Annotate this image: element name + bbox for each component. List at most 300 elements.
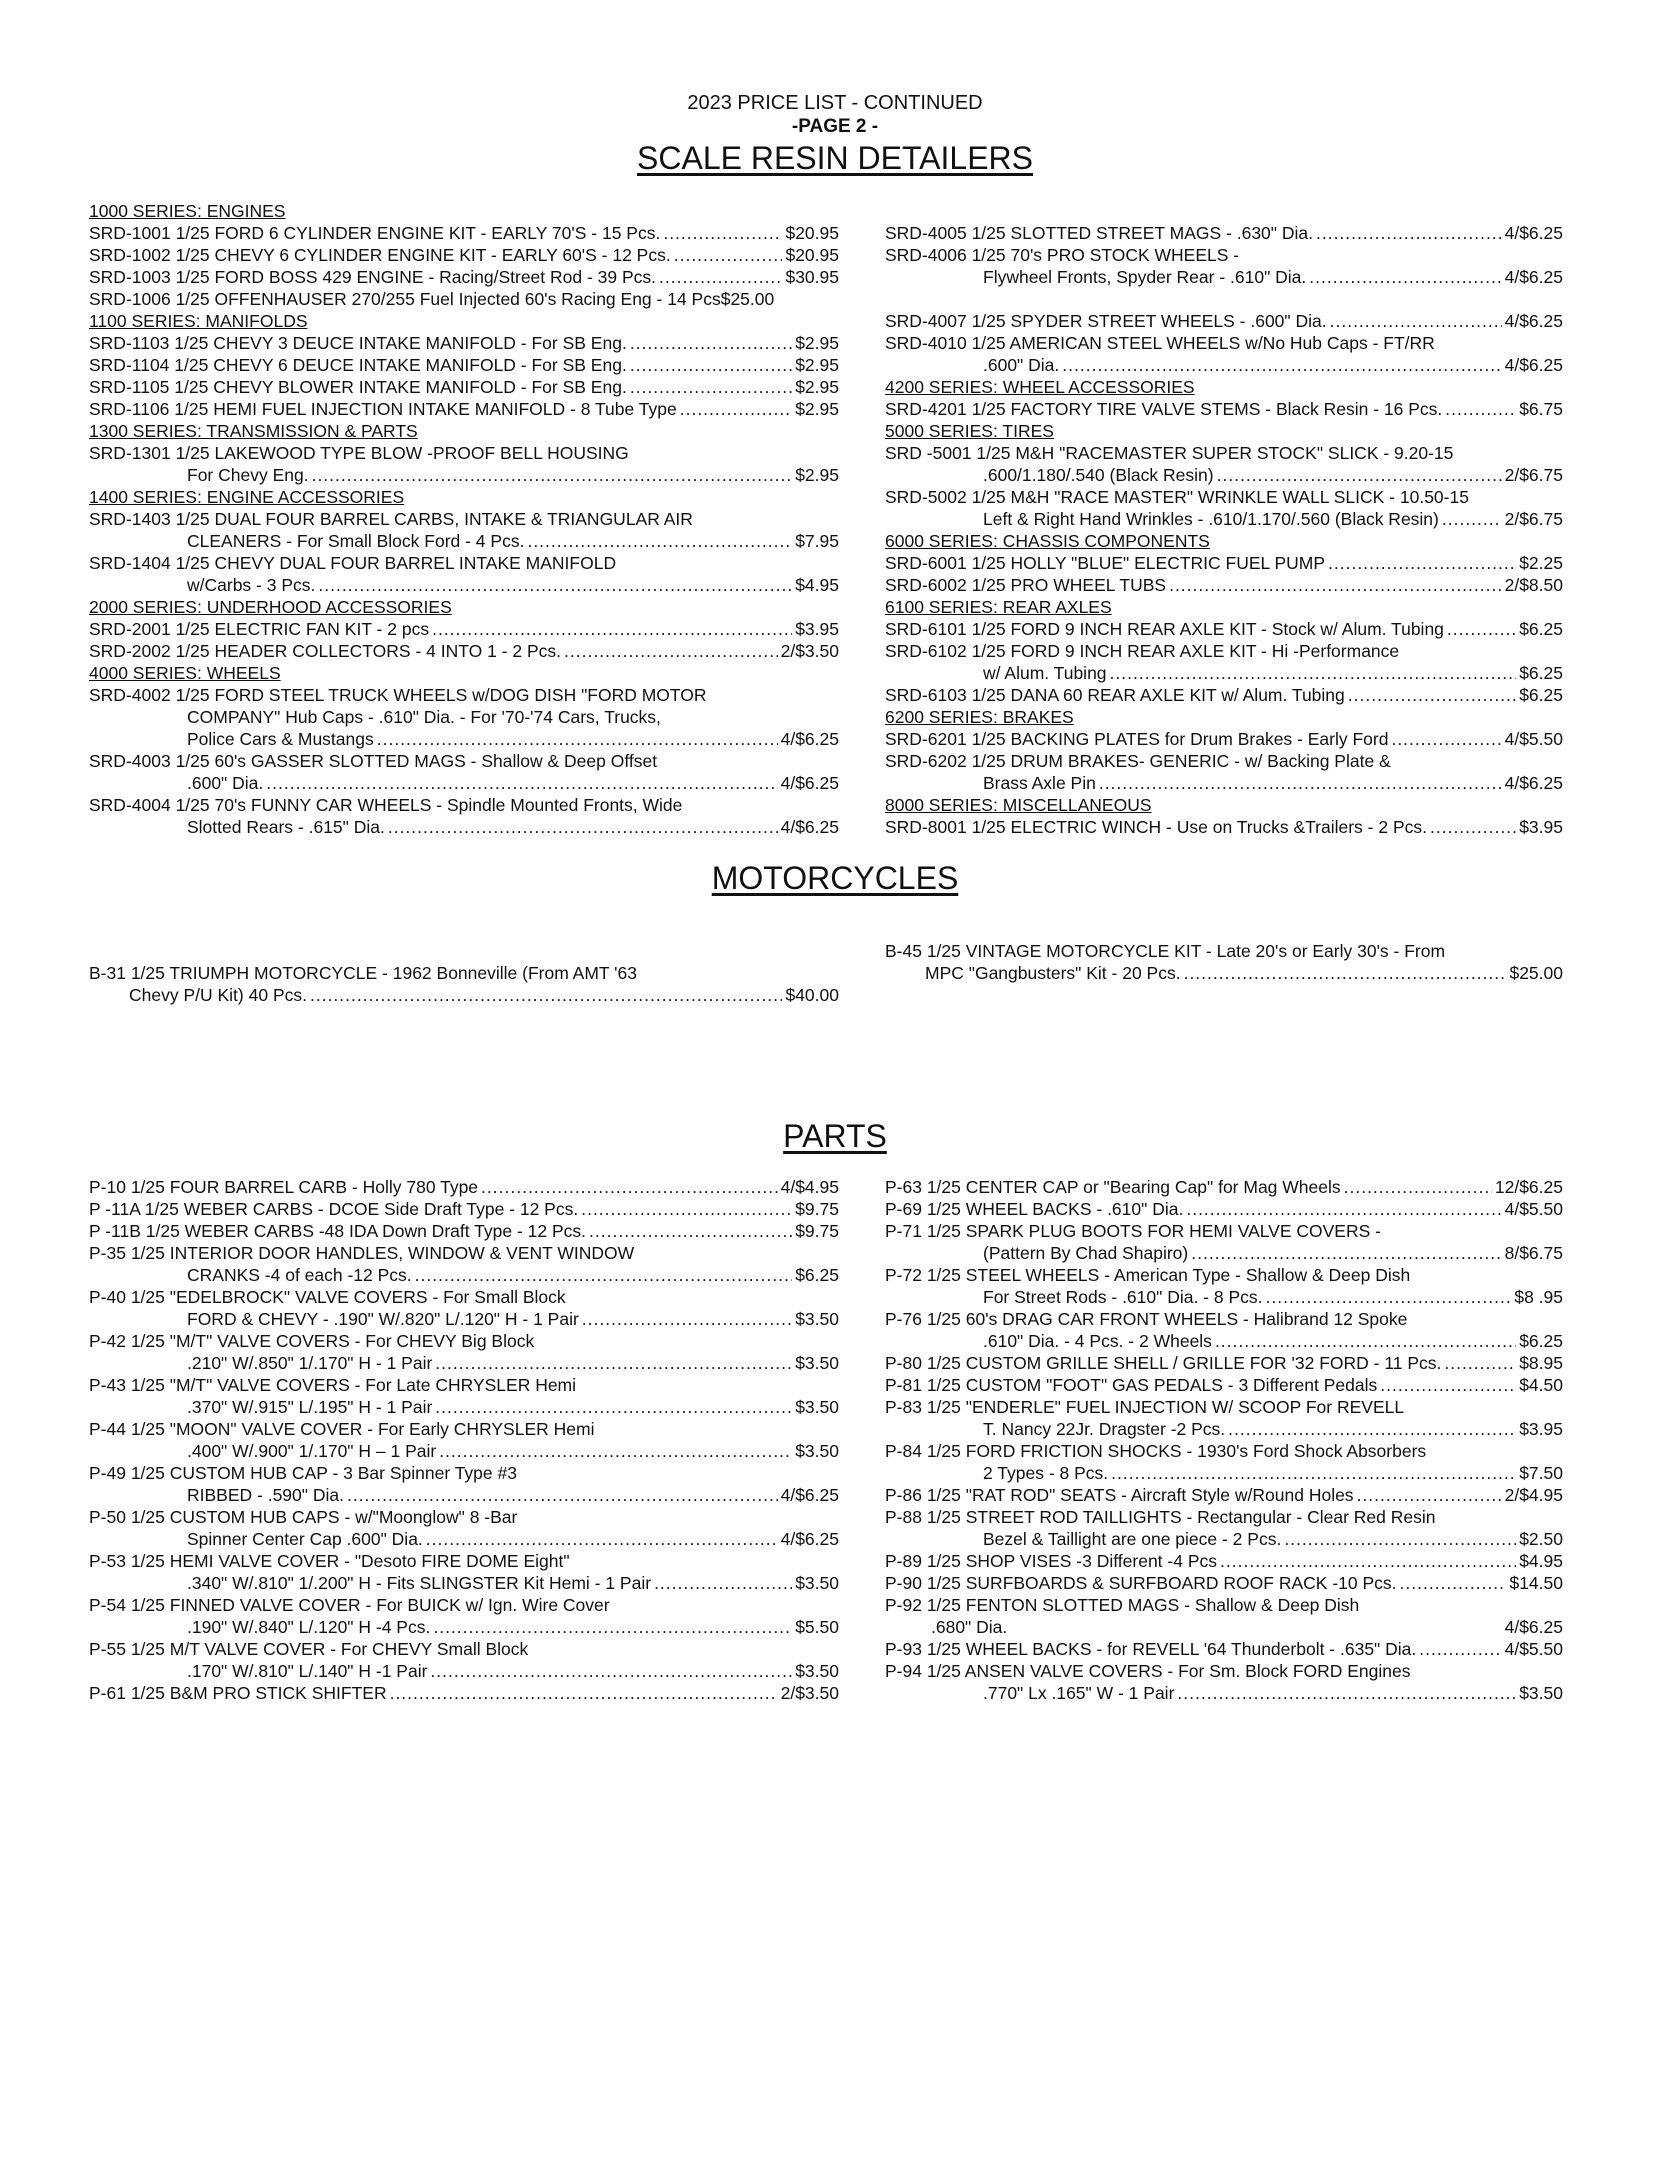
item-price: $7.95	[795, 531, 839, 551]
dot-leader	[1191, 1242, 1501, 1264]
item-price: $9.75	[795, 1221, 839, 1241]
item-description: SRD-4010 1/25 AMERICAN STEEL WHEELS w/No Hub Caps - FT/RR	[885, 333, 1435, 353]
item-price: $6.25	[1519, 619, 1563, 639]
dot-leader	[1400, 1572, 1507, 1594]
item-description: P -11B 1/25 WEBER CARBS -48 IDA Down Draft Type - 12 Pcs.	[89, 1221, 587, 1241]
dot-leader	[654, 1572, 792, 1594]
dot-leader	[1419, 1638, 1501, 1660]
dot-leader	[1215, 1330, 1516, 1352]
price-line	[89, 1660, 839, 1682]
item-description: 2 Types - 8 Pcs.	[983, 1463, 1109, 1483]
section-title-parts: PARTS	[783, 1118, 887, 1154]
dot-leader	[432, 618, 792, 640]
item-price: $3.50	[795, 1353, 839, 1373]
item-description: SRD-8001 1/25 ELECTRIC WINCH - Use on Trucks &Trailers - 2 Pcs.	[885, 817, 1427, 837]
srd-right-column	[885, 222, 1563, 838]
dot-leader	[415, 1264, 793, 1286]
price-line	[885, 1374, 1563, 1396]
price-line	[885, 816, 1563, 838]
item-description: SRD-5002 1/25 M&H "RACE MASTER" WRINKLE WALL SLICK - 10.50-15	[885, 487, 1469, 507]
item-price: 4/$5.50	[1504, 1639, 1563, 1659]
item-description: P-80 1/25 CUSTOM GRILLE SHELL / GRILLE FOR '32 FORD - 11 Pcs.	[885, 1353, 1442, 1373]
price-line	[885, 266, 1563, 288]
item-description: P-81 1/25 CUSTOM "FOOT" GAS PEDALS - 3 Different Pedals	[885, 1375, 1378, 1395]
item-description: Flywheel Fronts, Spyder Rear - .610" Dia.	[983, 267, 1307, 287]
item-description: .370" W/.915" L/.195" H - 1 Pair	[187, 1397, 433, 1417]
item-price: 4/$6.25	[780, 773, 839, 793]
dot-leader	[481, 1176, 778, 1198]
dot-leader	[439, 1440, 792, 1462]
price-line	[89, 574, 839, 596]
dot-leader	[347, 1484, 778, 1506]
item-price: 4/$6.25	[1504, 773, 1563, 793]
item-price: $30.95	[785, 267, 839, 287]
dot-leader	[310, 984, 782, 1006]
item-description: CRANKS -4 of each -12 Pcs.	[187, 1265, 412, 1285]
price-line	[89, 530, 839, 552]
item-description: P-63 1/25 CENTER CAP or "Bearing Cap" for Mag Wheels	[885, 1177, 1341, 1197]
price-line	[89, 728, 839, 750]
item-description: B-45 1/25 VINTAGE MOTORCYCLE KIT - Late 20's or Early 30's - From	[885, 941, 1446, 961]
item-price: 2/$3.50	[780, 1683, 839, 1703]
item-description: P-54 1/25 FINNED VALVE COVER - For BUICK w/ Ign. Wire Cover	[89, 1595, 610, 1615]
item-price: $2.95	[795, 399, 839, 419]
price-line	[885, 1462, 1563, 1484]
item-description: P-90 1/25 SURFBOARDS & SURFBOARD ROOF RACK -10 Pcs.	[885, 1573, 1397, 1593]
price-line	[89, 1308, 839, 1330]
dot-leader	[390, 1682, 778, 1704]
dot-leader	[581, 1198, 792, 1220]
item-description: SRD-4002 1/25 FORD STEEL TRUCK WHEELS w/DOG DISH "FORD MOTOR	[89, 685, 707, 705]
series-heading: 1100 SERIES: MANIFOLDS	[89, 311, 308, 331]
item-description: Slotted Rears - .615" Dia.	[187, 817, 385, 837]
item-price: 4/$6.25	[1504, 223, 1563, 243]
item-price: 4/$6.25	[780, 729, 839, 749]
item-description: .600/1.180/.540 (Black Resin)	[983, 465, 1214, 485]
series-heading: 4200 SERIES: WHEEL ACCESSORIES	[885, 377, 1195, 397]
item-description: FORD & CHEVY - .190" W/.820" L/.120" H - 1 Pair	[187, 1309, 579, 1329]
series-heading: 4000 SERIES: WHEELS	[89, 663, 281, 683]
price-line	[885, 1352, 1563, 1374]
item-description: SRD-1006 1/25 OFFENHAUSER 270/255 Fuel Injected 60's Racing Eng - 14 Pcs$25.00	[89, 289, 775, 309]
dot-leader	[435, 1352, 792, 1374]
item-description: SRD-1002 1/25 CHEVY 6 CYLINDER ENGINE KIT - EARLY 60'S - 12 Pcs.	[89, 245, 671, 265]
item-description: P-71 1/25 SPARK PLUG BOOTS FOR HEMI VALVE COVERS -	[885, 1221, 1381, 1241]
item-price: 2/$6.75	[1504, 509, 1563, 529]
item-price: $6.25	[1519, 685, 1563, 705]
item-description: SRD-6002 1/25 PRO WHEEL TUBS	[885, 575, 1167, 595]
item-description: .210" W/.850" 1/.170" H - 1 Pair	[187, 1353, 433, 1373]
item-price: $3.50	[795, 1397, 839, 1417]
item-description: .610" Dia. - 4 Pcs. - 2 Wheels	[983, 1331, 1212, 1351]
price-line	[885, 1616, 1563, 1638]
section-title-scale-resin-detailers: SCALE RESIN DETAILERS	[637, 140, 1033, 176]
price-line	[885, 574, 1563, 596]
item-description: .600" Dia.	[187, 773, 264, 793]
dot-leader	[1228, 1418, 1516, 1440]
dot-leader	[674, 244, 783, 266]
item-description: SRD-1105 1/25 CHEVY BLOWER INTAKE MANIFOLD - For SB Eng.	[89, 377, 627, 397]
dot-leader	[377, 728, 778, 750]
price-line	[89, 354, 839, 376]
price-line	[89, 244, 839, 266]
series-heading: 1400 SERIES: ENGINE ACCESSORIES	[89, 487, 405, 507]
item-price: 4/$6.25	[1504, 355, 1563, 375]
price-line	[89, 1220, 839, 1242]
dot-leader	[435, 1396, 792, 1418]
item-description: P-10 1/25 FOUR BARREL CARB - Holly 780 Type	[89, 1177, 479, 1197]
item-price: 2/$8.50	[1504, 575, 1563, 595]
item-description: SRD-6202 1/25 DRUM BRAKES- GENERIC - w/ Backing Plate &	[885, 751, 1391, 771]
item-description: .170" W/.810" L/.140" H -1 Pair	[187, 1661, 428, 1681]
item-description: COMPANY" Hub Caps - .610" Dia. - For '70-'74 Cars, Trucks,	[187, 707, 661, 727]
item-price: $2.95	[795, 333, 839, 353]
item-description: .770" Lx .165" W - 1 Pair	[983, 1683, 1175, 1703]
dot-leader	[663, 222, 782, 244]
series-heading: 1000 SERIES: ENGINES	[89, 201, 286, 221]
dot-leader	[630, 354, 792, 376]
item-description: (Pattern By Chad Shapiro)	[983, 1243, 1189, 1263]
price-line	[89, 1682, 839, 1704]
item-price: $2.95	[795, 355, 839, 375]
item-price: $8.95	[1519, 1353, 1563, 1373]
series-heading: 6100 SERIES: REAR AXLES	[885, 597, 1112, 617]
item-description: P-49 1/25 CUSTOM HUB CAP - 3 Bar Spinner Type #3	[89, 1463, 517, 1483]
item-price: 4/$4.95	[780, 1177, 839, 1197]
dot-leader	[1344, 1176, 1492, 1198]
price-line	[89, 464, 839, 486]
item-price: $25.00	[1509, 963, 1563, 983]
item-description: Spinner Center Cap .600" Dia.	[187, 1529, 423, 1549]
dot-leader	[1444, 1352, 1516, 1374]
dot-leader	[1380, 1374, 1516, 1396]
price-line	[89, 398, 839, 420]
item-price: $2.50	[1519, 1529, 1563, 1549]
price-line	[885, 1550, 1563, 1572]
item-price: 2/$3.50	[780, 641, 839, 661]
price-line	[89, 1572, 839, 1594]
item-description: SRD-6103 1/25 DANA 60 REAR AXLE KIT w/ Alum. Tubing	[885, 685, 1345, 705]
price-line	[885, 1572, 1563, 1594]
price-line	[885, 1330, 1563, 1352]
item-price: $2.25	[1519, 553, 1563, 573]
item-price: $3.95	[795, 619, 839, 639]
dot-leader	[1217, 464, 1502, 486]
dot-leader	[1062, 354, 1501, 376]
item-description: P-94 1/25 ANSEN VALVE COVERS - For Sm. Block FORD Engines	[885, 1661, 1411, 1681]
item-description: SRD-4003 1/25 60's GASSER SLOTTED MAGS - Shallow & Deep Offset	[89, 751, 658, 771]
item-description: P-55 1/25 M/T VALVE COVER - For CHEVY Small Block	[89, 1639, 529, 1659]
item-description: .190" W/.840" L/.120" H -4 Pcs.	[187, 1617, 431, 1637]
price-line	[885, 354, 1563, 376]
item-price: $6.75	[1519, 399, 1563, 419]
item-description: .400" W/.900" 1/.170" H – 1 Pair	[187, 1441, 437, 1461]
item-price: $14.50	[1509, 1573, 1563, 1593]
price-line	[885, 552, 1563, 574]
dot-leader	[1177, 1682, 1516, 1704]
dot-leader	[1328, 552, 1516, 574]
item-description: Bezel & Taillight are one piece - 2 Pcs.	[983, 1529, 1282, 1549]
price-line	[885, 1198, 1563, 1220]
parts-right-column	[885, 1176, 1563, 1704]
dot-leader	[1348, 684, 1516, 706]
item-description: SRD-1001 1/25 FORD 6 CYLINDER ENGINE KIT - EARLY 70'S - 15 Pcs.	[89, 223, 661, 243]
item-price: $8 .95	[1514, 1287, 1563, 1307]
price-line	[89, 984, 839, 1006]
price-line	[885, 1418, 1563, 1440]
page-number: -PAGE 2 -	[791, 116, 879, 137]
price-line	[885, 310, 1563, 332]
price-line	[89, 1440, 839, 1462]
dot-leader	[1169, 574, 1502, 596]
item-description: SRD-4006 1/25 70's PRO STOCK WHEELS -	[885, 245, 1240, 265]
item-description: SRD-2001 1/25 ELECTRIC FAN KIT - 2 pcs	[89, 619, 430, 639]
price-line	[885, 772, 1563, 794]
dot-leader	[589, 1220, 792, 1242]
item-description: SRD -5001 1/25 M&H "RACEMASTER SUPER STOCK" SLICK - 9.20-15	[885, 443, 1454, 463]
item-description: CLEANERS - For Small Block Ford - 4 Pcs.	[187, 531, 525, 551]
price-line	[89, 1484, 839, 1506]
dot-leader	[318, 574, 792, 596]
item-price: 2/$4.95	[1504, 1485, 1563, 1505]
price-line	[885, 1682, 1563, 1704]
item-description: Police Cars & Mustangs	[187, 729, 374, 749]
price-line	[885, 684, 1563, 706]
item-description: P-93 1/25 WHEEL BACKS - for REVELL '64 Thunderbolt - .635" Dia.	[885, 1639, 1417, 1659]
price-line	[885, 662, 1563, 684]
item-description: SRD-4007 1/25 SPYDER STREET WHEELS - .600" Dia.	[885, 311, 1327, 331]
price-line	[885, 398, 1563, 420]
item-description: For Chevy Eng.	[187, 465, 309, 485]
dot-leader	[1266, 1286, 1512, 1308]
item-description: P-92 1/25 FENTON SLOTTED MAGS - Shallow & Deep Dish	[885, 1595, 1360, 1615]
item-description: Chevy P/U Kit) 40 Pcs.	[129, 985, 307, 1005]
section-title-motorcycles: MOTORCYCLES	[711, 860, 959, 896]
item-price: $3.95	[1519, 817, 1563, 837]
item-price: 4/$6.25	[1504, 311, 1563, 331]
item-description: P-40 1/25 "EDELBROCK" VALVE COVERS - For Small Block	[89, 1287, 566, 1307]
item-price: $2.95	[795, 377, 839, 397]
item-price: $3.50	[795, 1573, 839, 1593]
item-price: 4/$5.50	[1504, 729, 1563, 749]
item-description: B-31 1/25 TRIUMPH MOTORCYCLE - 1962 Bonneville (From AMT '63	[89, 963, 637, 983]
series-heading: 5000 SERIES: TIRES	[885, 421, 1054, 441]
item-description: P-61 1/25 B&M PRO STICK SHIFTER	[89, 1683, 387, 1703]
item-description: SRD-1403 1/25 DUAL FOUR BARREL CARBS, INTAKE & TRIANGULAR AIR	[89, 509, 693, 529]
blank-line	[885, 288, 1563, 310]
dot-leader	[1430, 816, 1516, 838]
dot-leader	[1220, 1550, 1516, 1572]
price-line	[885, 1176, 1563, 1198]
item-price: $6.25	[1519, 1331, 1563, 1351]
item-price: $40.00	[785, 985, 839, 1005]
item-description: P-72 1/25 STEEL WHEELS - American Type - Shallow & Deep Dish	[885, 1265, 1411, 1285]
item-description: SRD-1404 1/25 CHEVY DUAL FOUR BARREL INTAKE MANIFOLD	[89, 553, 617, 573]
price-line	[89, 332, 839, 354]
item-description: SRD-2002 1/25 HEADER COLLECTORS - 4 INTO 1 - 2 Pcs.	[89, 641, 562, 661]
dot-leader	[433, 1616, 792, 1638]
item-price: 4/$6.25	[780, 1485, 839, 1505]
series-heading: 1300 SERIES: TRANSMISSION & PARTS	[89, 421, 418, 441]
price-line	[89, 1352, 839, 1374]
dot-leader	[1445, 398, 1516, 420]
price-line	[885, 962, 1563, 984]
price-line	[89, 376, 839, 398]
dot-leader	[266, 772, 777, 794]
item-description: SRD-4201 1/25 FACTORY TIRE VALVE STEMS - Black Resin - 16 Pcs.	[885, 399, 1443, 419]
item-description: P-43 1/25 "M/T" VALVE COVERS - For Late CHRYSLER Hemi	[89, 1375, 577, 1395]
parts-left-column	[89, 1176, 839, 1704]
item-price: $4.95	[795, 575, 839, 595]
dot-leader	[659, 266, 782, 288]
price-line	[89, 640, 839, 662]
dot-leader	[1316, 222, 1502, 244]
item-price: 4/$6.25	[780, 1529, 839, 1549]
srd-left-column	[89, 200, 839, 838]
price-line	[89, 1176, 839, 1198]
item-description: T. Nancy 22Jr. Dragster -2 Pcs.	[983, 1419, 1226, 1439]
item-price: $6.25	[795, 1265, 839, 1285]
item-price: $5.50	[795, 1617, 839, 1637]
dot-leader	[426, 1528, 778, 1550]
dot-leader	[430, 1660, 792, 1682]
price-line	[885, 222, 1563, 244]
item-description: SRD-1106 1/25 HEMI FUEL INJECTION INTAKE MANIFOLD - 8 Tube Type	[89, 399, 677, 419]
item-description: Left & Right Hand Wrinkles - .610/1.170/.560 (Black Resin)	[983, 509, 1439, 529]
item-description: w/ Alum. Tubing	[983, 663, 1107, 683]
price-line	[89, 1616, 839, 1638]
price-line	[89, 222, 839, 244]
item-price: $3.50	[795, 1309, 839, 1329]
item-price: 12/$6.25	[1494, 1177, 1563, 1197]
price-line	[89, 1198, 839, 1220]
price-line	[885, 508, 1563, 530]
item-description: P-76 1/25 60's DRAG CAR FRONT WHEELS - Halibrand 12 Spoke	[885, 1309, 1408, 1329]
price-line	[89, 1396, 839, 1418]
dot-leader	[680, 398, 792, 420]
price-line	[89, 772, 839, 794]
item-description: SRD-1104 1/25 CHEVY 6 DEUCE INTAKE MANIFOLD - For SB Eng.	[89, 355, 627, 375]
series-heading: 8000 SERIES: MISCELLANEOUS	[885, 795, 1152, 815]
item-description: P-84 1/25 FORD FRICTION SHOCKS - 1930's Ford Shock Absorbers	[885, 1441, 1427, 1461]
item-description: P-35 1/25 INTERIOR DOOR HANDLES, WINDOW & VENT WINDOW	[89, 1243, 635, 1263]
dot-leader	[388, 816, 778, 838]
item-price: $3.50	[795, 1661, 839, 1681]
item-price: $3.50	[795, 1441, 839, 1461]
price-line	[885, 1528, 1563, 1550]
dot-leader	[564, 640, 778, 662]
item-price: 8/$6.75	[1504, 1243, 1563, 1263]
item-description: P -11A 1/25 WEBER CARBS - DCOE Side Draft Type - 12 Pcs.	[89, 1199, 579, 1219]
price-line	[89, 816, 839, 838]
item-description: P-86 1/25 "RAT ROD" SEATS - Aircraft Style w/Round Holes	[885, 1485, 1354, 1505]
motorcycles-right-column	[885, 940, 1563, 984]
item-description: P-42 1/25 "M/T" VALVE COVERS - For CHEVY Big Block	[89, 1331, 535, 1351]
item-price: $7.50	[1519, 1463, 1563, 1483]
item-price: 4/$6.25	[1504, 267, 1563, 287]
item-price: 4/$5.50	[1504, 1199, 1563, 1219]
price-line	[885, 728, 1563, 750]
dot-leader	[582, 1308, 792, 1330]
dot-leader	[630, 332, 792, 354]
item-description: RIBBED - .590" Dia.	[187, 1485, 344, 1505]
item-description: SRD-6201 1/25 BACKING PLATES for Drum Brakes - Early Ford	[885, 729, 1389, 749]
motorcycles-left-column	[89, 962, 839, 1006]
price-line	[885, 618, 1563, 640]
series-heading: 2000 SERIES: UNDERHOOD ACCESSORIES	[89, 597, 452, 617]
list-heading: 2023 PRICE LIST - CONTINUED	[687, 92, 983, 114]
dot-leader	[1447, 618, 1516, 640]
item-description: SRD-4005 1/25 SLOTTED STREET MAGS - .630" Dia.	[885, 223, 1313, 243]
item-description: P-53 1/25 HEMI VALVE COVER - "Desoto FIRE DOME Eight"	[89, 1551, 570, 1571]
item-price: $4.95	[1519, 1551, 1563, 1571]
item-price: $6.25	[1519, 663, 1563, 683]
dot-leader	[1110, 662, 1517, 684]
price-line	[885, 1484, 1563, 1506]
dot-leader	[1391, 728, 1501, 750]
item-description: SRD-6102 1/25 FORD 9 INCH REAR AXLE KIT - Hi -Performance	[885, 641, 1400, 661]
item-description: SRD-1103 1/25 CHEVY 3 DEUCE INTAKE MANIFOLD - For SB Eng.	[89, 333, 627, 353]
price-line	[89, 1528, 839, 1550]
item-description: .340" W/.810" 1/.200" H - Fits SLINGSTER Kit Hemi - 1 Pair	[187, 1573, 652, 1593]
item-description: w/Carbs - 3 Pcs.	[187, 575, 316, 595]
price-line	[885, 1242, 1563, 1264]
item-description: P-88 1/25 STREET ROD TAILLIGHTS - Rectangular - Clear Red Resin	[885, 1507, 1436, 1527]
item-price: $20.95	[785, 245, 839, 265]
dot-leader	[1284, 1528, 1516, 1550]
dot-leader	[312, 464, 793, 486]
item-price: 4/$6.25	[780, 817, 839, 837]
series-heading: 6200 SERIES: BRAKES	[885, 707, 1074, 727]
price-line	[885, 1286, 1563, 1308]
item-price: 4/$6.25	[1504, 1617, 1563, 1637]
price-line	[885, 464, 1563, 486]
price-line	[89, 618, 839, 640]
item-description: P-89 1/25 SHOP VISES -3 Different -4 Pcs	[885, 1551, 1218, 1571]
price-line	[89, 266, 839, 288]
item-description: P-69 1/25 WHEEL BACKS - .610" Dia.	[885, 1199, 1184, 1219]
dot-leader	[1309, 266, 1501, 288]
item-description: MPC "Gangbusters" Kit - 20 Pcs.	[925, 963, 1181, 983]
item-description: SRD-6101 1/25 FORD 9 INCH REAR AXLE KIT - Stock w/ Alum. Tubing	[885, 619, 1444, 639]
item-price: $2.95	[795, 465, 839, 485]
dot-leader	[1186, 1198, 1501, 1220]
dot-leader	[1099, 772, 1502, 794]
dot-leader	[1184, 962, 1507, 984]
item-price: 2/$6.75	[1504, 465, 1563, 485]
item-description: P-44 1/25 "MOON" VALVE COVER - For Early CHRYSLER Hemi	[89, 1419, 595, 1439]
item-description: P-50 1/25 CUSTOM HUB CAPS - w/"Moonglow" 8 -Bar	[89, 1507, 518, 1527]
item-description: P-83 1/25 "ENDERLE" FUEL INJECTION W/ SCOOP For REVELL	[885, 1397, 1405, 1417]
item-price: $3.50	[1519, 1683, 1563, 1703]
dot-leader	[1442, 508, 1502, 530]
item-description: SRD-1301 1/25 LAKEWOOD TYPE BLOW -PROOF BELL HOUSING	[89, 443, 629, 463]
item-description: SRD-4004 1/25 70's FUNNY CAR WHEELS - Spindle Mounted Fronts, Wide	[89, 795, 683, 815]
dot-leader	[630, 376, 792, 398]
item-price: $4.50	[1519, 1375, 1563, 1395]
item-description: .600" Dia.	[983, 355, 1060, 375]
dot-leader	[527, 530, 792, 552]
price-line	[885, 1638, 1563, 1660]
dot-leader	[1357, 1484, 1502, 1506]
price-line	[89, 1264, 839, 1286]
series-heading: 6000 SERIES: CHASSIS COMPONENTS	[885, 531, 1210, 551]
dot-leader	[1111, 1462, 1516, 1484]
item-description: Brass Axle Pin	[983, 773, 1096, 793]
item-description: SRD-6001 1/25 HOLLY "BLUE" ELECTRIC FUEL PUMP	[885, 553, 1326, 573]
item-price: $3.95	[1519, 1419, 1563, 1439]
dot-leader	[1330, 310, 1502, 332]
